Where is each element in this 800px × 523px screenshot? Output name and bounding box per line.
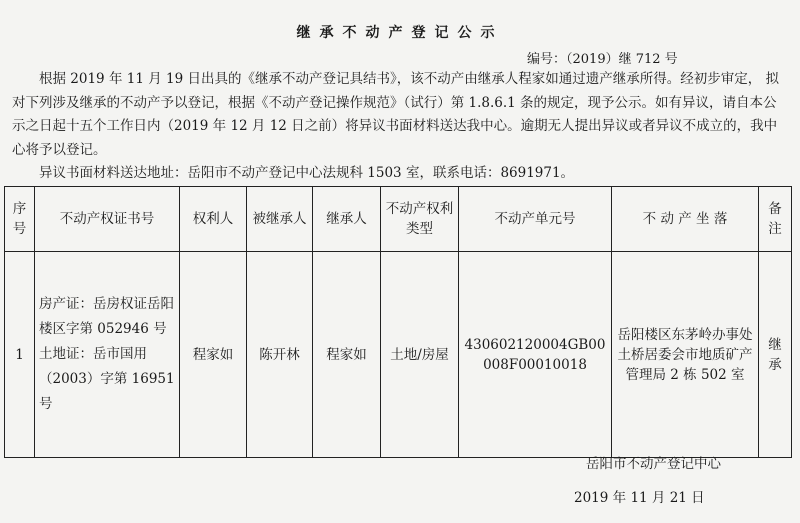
cell-index: 1 [5, 252, 35, 458]
issue-date: 2019 年 11 月 21 日 [574, 490, 705, 506]
notice-title: 继承不动产登记公示 [296, 25, 504, 41]
cell-right-holder: 程家如 [180, 252, 247, 458]
cell-certificate: 房产证：岳房权证岳阳楼区字第 052946 号 土地证：岳市国用（2003）字第 16951 号 [35, 252, 180, 458]
cell-remark: 继承 [759, 252, 792, 458]
document-number: 编号：（2019）继 712 号 [527, 52, 678, 67]
table-header-row [5, 187, 792, 252]
issuing-organization: 岳阳市不动产登记中心 [586, 456, 721, 472]
header-remark: 备注 [759, 187, 792, 252]
cell-location: 岳阳楼区东茅岭办事处土桥居委会市地质矿产管理局 2 栋 502 室 [612, 252, 759, 458]
cell-right-type: 土地/房屋 [381, 252, 459, 458]
header-right-type: 不动产权利类型 [381, 187, 459, 252]
header-heir: 继承人 [313, 187, 381, 252]
cell-decedent: 陈开林 [247, 252, 313, 458]
header-certificate: 不动产权证书号 [35, 187, 180, 252]
header-location: 不 动 产 坐 落 [612, 187, 759, 252]
table-row [5, 252, 792, 458]
cell-heir: 程家如 [313, 252, 381, 458]
cell-unit-no: 430602120004GB00008F00010018 [459, 252, 612, 458]
header-unit-no: 不动产单元号 [459, 187, 612, 252]
header-right-holder: 权利人 [180, 187, 247, 252]
header-index: 序号 [5, 187, 35, 252]
header-decedent: 被继承人 [247, 187, 313, 252]
notice-paragraph: 根据 2019 年 11 月 19 日出具的《继承不动产登记具结书》，该不动产由继承人程家如通过遗产继承所得。经初步审定， 拟对下列涉及继承的不动产予以登记，根据《不动产登记操作规范》（试行）第 1.8.6.1 条的规定，现予公示。如有异议，请自本公示之日起十五个工作日内（2019 年 12 月 12 日之前）将异议书面材料送达我中心。逾期无人提出异议或者异议不成立的，我中心将予以登记。 [12, 71, 780, 158]
registration-table [4, 186, 792, 458]
objection-address: 异议书面材料送达地址：岳阳市不动产登记中心法规科 1503 室，联系电话：8691971。 [39, 165, 575, 181]
